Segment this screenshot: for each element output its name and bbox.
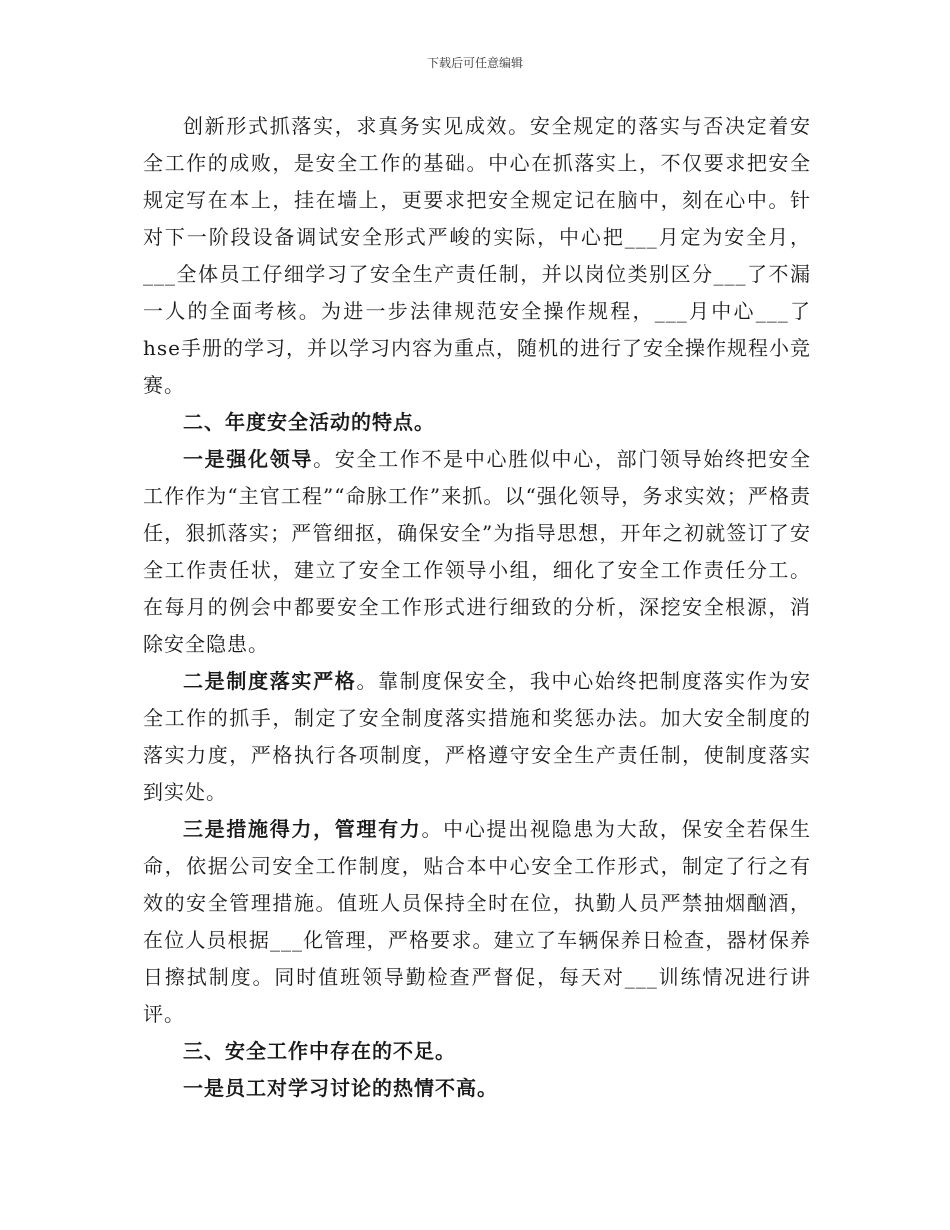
paragraph-implementation: 创新形式抓落实，求真务实见成效。安全规定的落实与否决定着安全工作的成败，是安全工作的基础。中心在抓落实上，不仅要求把安全规定写在本上，挂在墙上，更要求把安全规定记在脑中，刻在心中。针对下一阶段设备调试安全形式严峻的实际，中心把___月定为安全月，___全体员工仔细学习了安全生产责任制，并以岗位类别区分___了不漏一人的全面考核。为进一步法律规范安全操作规程，___月中心___了hse手册的学习，并以学习内容为重点，随机的进行了安全操作规程小竞赛。 bbox=[143, 114, 811, 397]
paragraph-lead: 三是措施得力，管理有力 bbox=[183, 817, 422, 841]
paragraph-leadership bbox=[143, 441, 811, 663]
section-heading-shortcomings: 三、安全工作中存在的不足。 bbox=[183, 1039, 456, 1063]
paragraph-system bbox=[143, 663, 811, 811]
subheading-enthusiasm: 一是员工对学习讨论的热情不高。 bbox=[183, 1076, 498, 1100]
paragraph-lead: 二是制度落实严格 bbox=[183, 669, 357, 693]
page-header: 下载后可任意编辑 bbox=[426, 56, 523, 70]
section-heading-features: 二、年度安全活动的特点。 bbox=[183, 410, 435, 434]
paragraph-lead: 一是强化领导 bbox=[183, 447, 314, 471]
paragraph-text: 。中心提出视隐患为大敌，保安全若保生命，依据公司安全工作制度，贴合本中心安全工作形式，制定了行之有效的安全管理措施。值班人员保持全时在位，执勤人员严禁抽烟酗酒，在位人员根据___化管理，严格要求。建立了车辆保养日检查，器材保养日擦拭制度。同时值班领导勤检查严督促，每天对___训练情况进行讲评。 bbox=[143, 817, 812, 1026]
paragraph-text: 。安全工作不是中心胜似中心，部门领导始终把安全工作作为“主官工程”“命脉工作”来抓。以“强化领导，务求实效；严格责任，狠抓落实；严管细抠，确保安全”为指导思想，开年之初就签订了安全工作责任状，建立了安全工作领导小组，细化了安全工作责任分工。在每月的例会中都要安全工作形式进行细致的分析，深挖安全根源，消除安全隐患。 bbox=[143, 447, 812, 656]
paragraph-text: 。靠制度保安全，我中心始终把制度落实作为安全工作的抓手，制定了安全制度落实措施和奖惩办法。加大安全制度的落实力度，严格执行各项制度，严格遵守安全生产责任制，使制度落实到实处。 bbox=[143, 669, 812, 804]
document-body bbox=[143, 108, 811, 1107]
paragraph-measures bbox=[143, 811, 811, 1033]
